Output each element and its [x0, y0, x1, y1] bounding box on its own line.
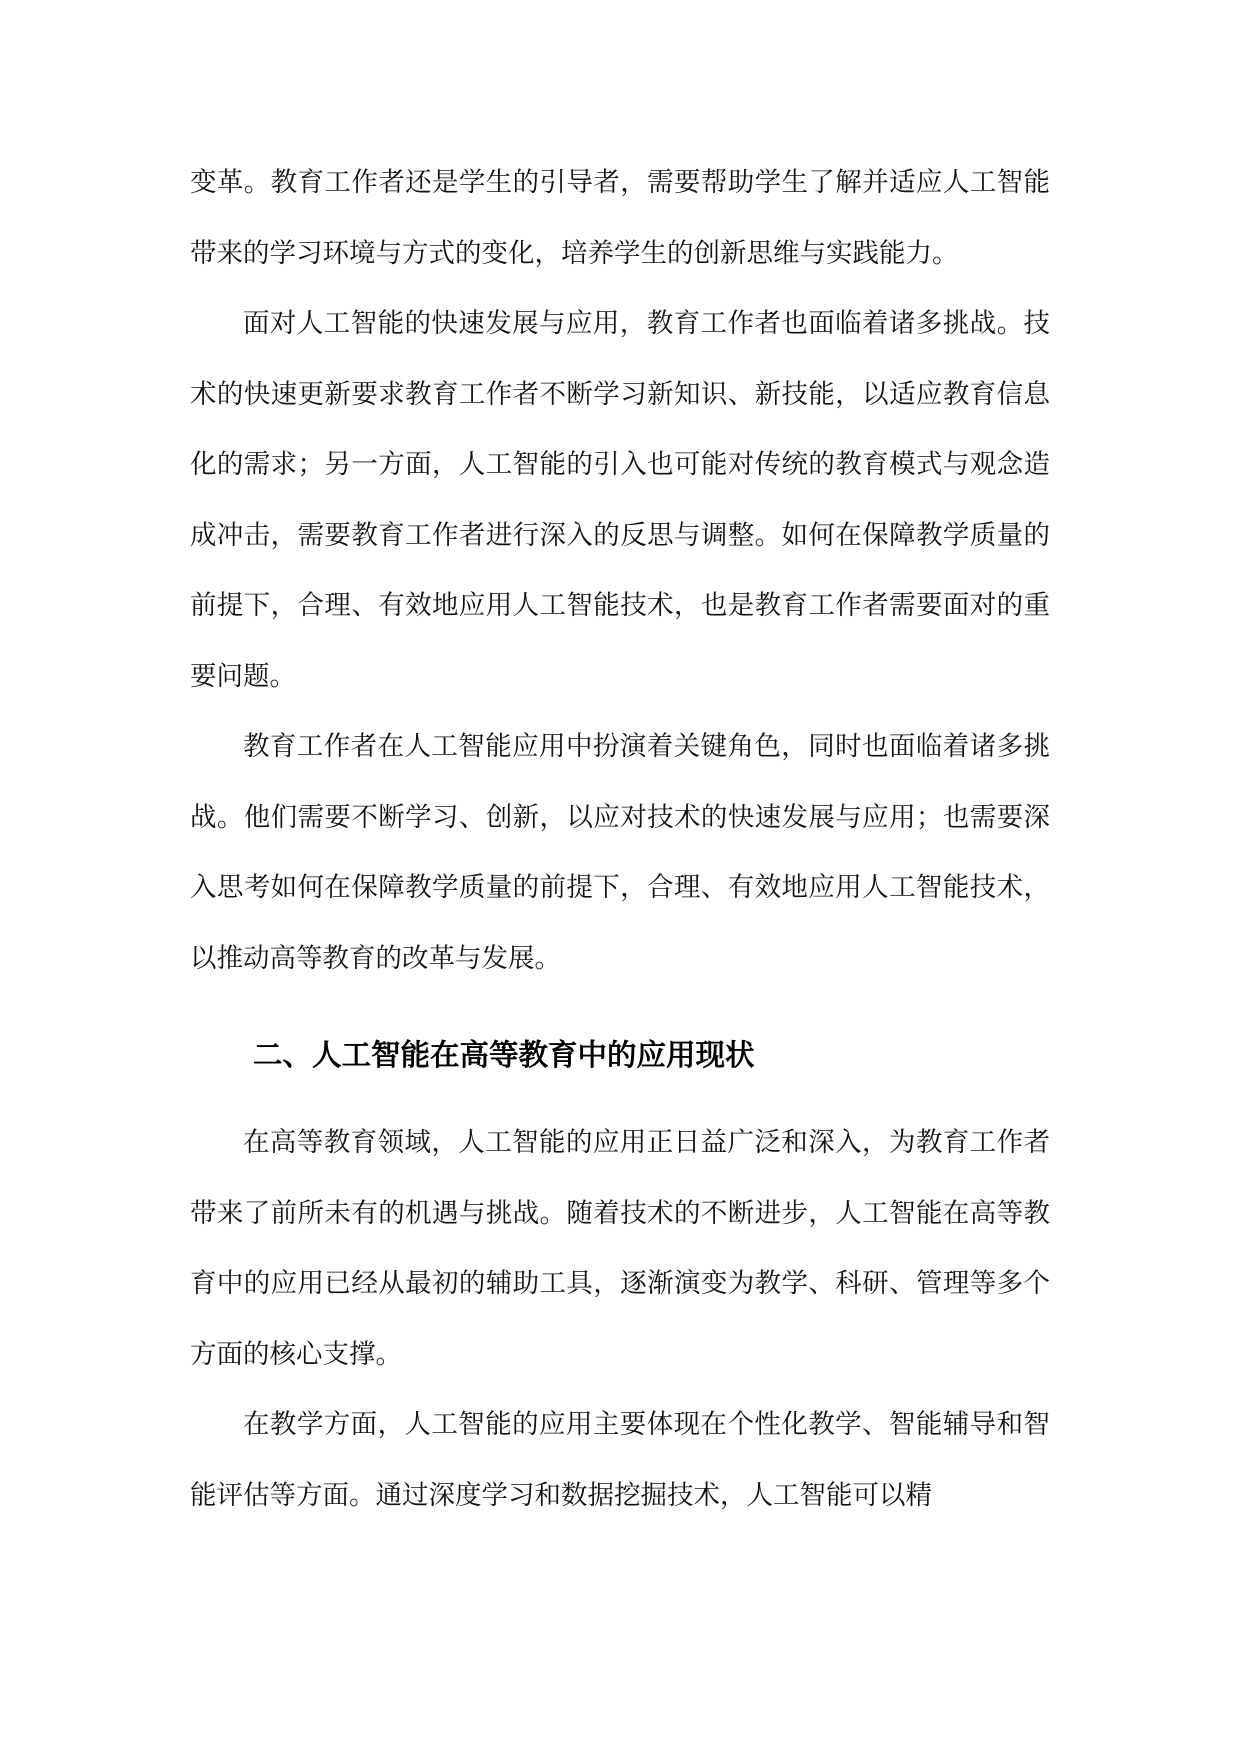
section-heading: 二、人工智能在高等教育中的应用现状: [253, 1038, 755, 1072]
paragraph-challenges: 面对人工智能的快速发展与应用，教育工作者也面临着诸多挑战。技术的快速更新要求教育工作者不断学习新知识、新技能，以适应教育信息化的需求；另一方面，人工智能的引入也可能对传统的教育模式与观念造成冲击，需要教育工作者进行深入的反思与调整。如何在保障教学质量的前提下，合理、有效地应用人工智能技术，也是教育工作者需要面对的重要问题。: [190, 308, 1050, 692]
paragraph-teaching: 在教学方面，人工智能的应用主要体现在个性化教学、智能辅导和智能评估等方面。通过深度学习和数据挖掘技术，人工智能可以精: [190, 1409, 1050, 1511]
paragraph-key-role: 教育工作者在人工智能应用中扮演着关键角色，同时也面临着诸多挑战。他们需要不断学习、创新，以应对技术的快速发展与应用；也需要深入思考如何在保障教学质量的前提下，合理、有效地应用人工智能技术，以推动高等教育的改革与发展。: [190, 731, 1050, 974]
document-body: [190, 148, 1050, 1531]
paragraph-application-status: 在高等教育领域，人工智能的应用正日益广泛和深入，为教育工作者带来了前所未有的机遇与挑战。随着技术的不断进步，人工智能在高等教育中的应用已经从最初的辅助工具，逐渐演变为教学、科研、管理等多个方面的核心支撑。: [190, 1127, 1050, 1370]
paragraph-continuation: 变革。教育工作者还是学生的引导者，需要帮助学生了解并适应人工智能带来的学习环境与方式的变化，培养学生的创新思维与实践能力。: [190, 167, 1050, 269]
